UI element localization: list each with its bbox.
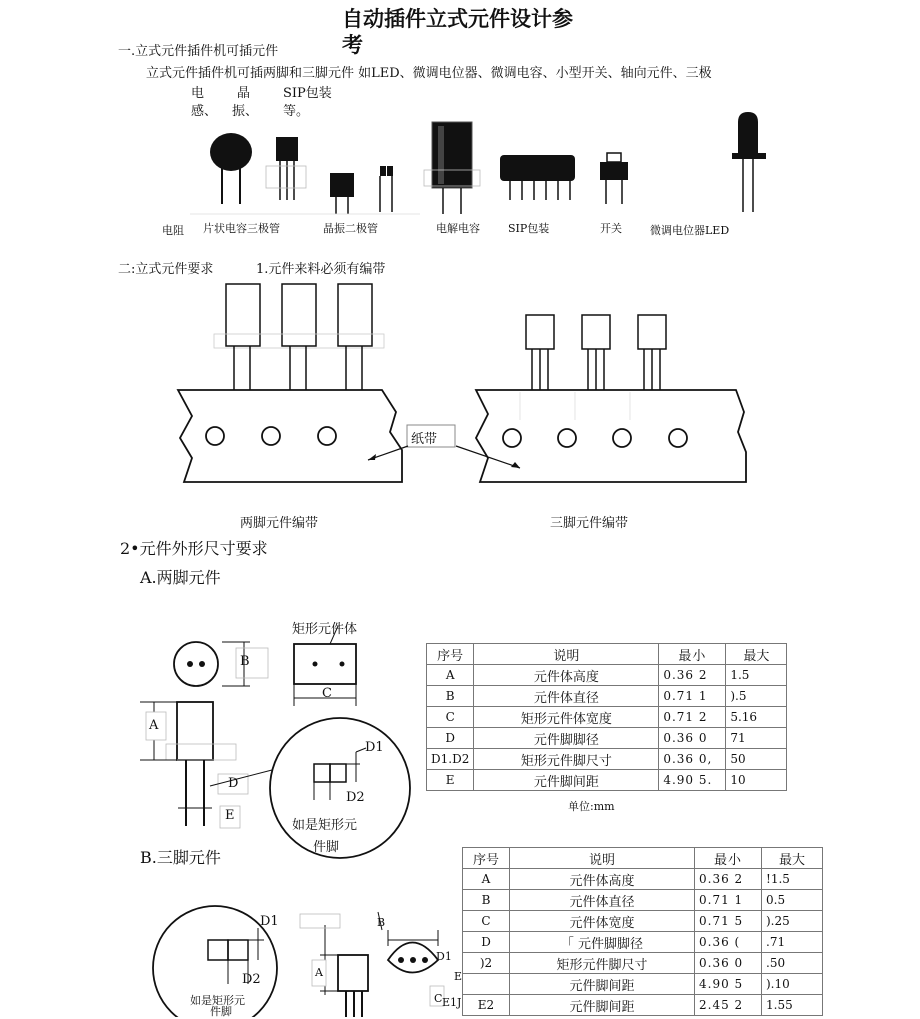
cell-desc: 「 元件脚脚径 (510, 932, 695, 953)
table-row (463, 890, 823, 911)
cell-desc: 元件体直径 (474, 686, 659, 707)
paper-tape-label: 纸带 (411, 432, 438, 447)
section3-heading: 2•元件外形尺寸要求 (120, 539, 268, 558)
dim-letter-b-b: B (377, 916, 386, 929)
cell-desc: 矩形元件脚尺寸 (510, 953, 695, 974)
dim-letter-c-b: C (434, 992, 443, 1005)
col-header-desc: 说明 (510, 848, 695, 869)
col-header-min: 最小 (659, 644, 726, 665)
dim-letter-d1: D1 (365, 740, 384, 755)
if-rect-pin-note-line2: 件脚 (313, 840, 340, 855)
rect-body-label: 矩形元件体 (292, 622, 358, 637)
label-crystal-diode: 晶振二极管 (323, 222, 378, 235)
cell-index (463, 974, 510, 995)
cell-min: 0.36 ( (695, 932, 762, 953)
cell-desc: 元件体高度 (474, 665, 659, 686)
cell-max: 50 (726, 749, 787, 770)
cell-index: E (427, 770, 474, 791)
section1-desc-word: 晶 (237, 86, 251, 101)
part-b-heading: B.三脚元件 (140, 848, 221, 867)
cell-desc: 元件体宽度 (510, 911, 695, 932)
if-rect-pin-note-line1: 如是矩形元 (292, 818, 358, 833)
cell-index: A (463, 869, 510, 890)
section1-desc-word: 电 (191, 86, 205, 101)
dim-letter-a: A (149, 718, 159, 733)
cell-max: .71 (762, 932, 823, 953)
page-title-continued: 考 (342, 32, 363, 57)
cell-min: 0.71 1 (659, 686, 726, 707)
section2-heading: 二:立式元件要求 (118, 262, 214, 277)
dim-letter-b: B (240, 654, 250, 669)
table-row (463, 911, 823, 932)
cell-max: !1.5 (762, 869, 823, 890)
cell-min: 4.90 5 (695, 974, 762, 995)
three-pin-spec-table (462, 847, 823, 1016)
page-title: 自动插件立式元件设计参 (342, 6, 573, 31)
section1-desc-word: 振、 (232, 104, 259, 119)
caption-two-pin-tape: 两脚元件编带 (240, 516, 319, 531)
dim-letter-e-b: E (454, 970, 463, 983)
section1-desc-word: SIP包装 (283, 86, 332, 101)
cell-index: C (463, 911, 510, 932)
cell-max: 10 (726, 770, 787, 791)
dim-letter-d2: D2 (346, 790, 365, 805)
cell-index: D1.D2 (427, 749, 474, 770)
if-rect-pin-note-b-line1: 如是矩形元 (190, 994, 245, 1007)
label-sip-package: SIP包装 (508, 222, 550, 235)
cell-desc: 元件脚脚径 (474, 728, 659, 749)
label-resistor: 电阻 (162, 224, 184, 237)
cell-desc: 矩形元件脚尺寸 (474, 749, 659, 770)
dim-letter-d1-c: D1 (436, 950, 452, 963)
cell-min: 0.71 5 (695, 911, 762, 932)
dim-letter-c: C (322, 686, 332, 701)
cell-index: A (427, 665, 474, 686)
cell-max: 1.55 (762, 995, 823, 1016)
section1-desc-line1: 立式元件插件机可插两脚和三脚元件 如LED、微调电位器、微调电容、小型开关、轴向元件、三极 (146, 66, 712, 81)
dim-letter-e: E (225, 808, 235, 823)
if-rect-pin-note-b-line2: 件脚 (210, 1005, 232, 1018)
cell-desc: 元件脚间距 (474, 770, 659, 791)
cell-index: )2 (463, 953, 510, 974)
cell-index: C (427, 707, 474, 728)
dim-letter-a-b: A (315, 966, 323, 979)
table-row (463, 974, 823, 995)
cell-min: 0.36 0 (659, 728, 726, 749)
cell-desc: 元件体直径 (510, 890, 695, 911)
cell-max: ).10 (762, 974, 823, 995)
section1-heading: 一.立式元件插件机可插元件 (118, 44, 279, 59)
cell-min: 0.36 0 (695, 953, 762, 974)
dim-letter-e1: E1J (442, 996, 462, 1009)
col-header-min: 最小 (695, 848, 762, 869)
col-header-index: 序号 (427, 644, 474, 665)
label-trimmer-led: 微调电位器LED (650, 224, 730, 237)
unit-note: 单位:mm (568, 800, 615, 813)
dim-letter-d2-b: D2 (242, 972, 261, 987)
cell-max: 0.5 (762, 890, 823, 911)
label-chip-capacitor-transistor: 片状电容三极管 (203, 222, 280, 235)
col-header-max: 最大 (726, 644, 787, 665)
label-electrolytic-capacitor: 电解电容 (436, 222, 480, 235)
table-row (463, 932, 823, 953)
cell-max: 1.5 (726, 665, 787, 686)
cell-max: 71 (726, 728, 787, 749)
cell-min: 0.36 2 (695, 869, 762, 890)
cell-min: 0.36 0, (659, 749, 726, 770)
dim-letter-d: D (228, 776, 239, 791)
cell-desc: 元件脚间距 (510, 974, 695, 995)
table-header-row (463, 848, 823, 869)
cell-max: 5.16 (726, 707, 787, 728)
cell-max: ).25 (762, 911, 823, 932)
cell-desc: 元件体高度 (510, 869, 695, 890)
cell-index: B (463, 890, 510, 911)
cell-desc: 元件脚间距 (510, 995, 695, 1016)
dim-letter-d1-b: D1 (260, 914, 279, 929)
cell-min: 0.71 1 (695, 890, 762, 911)
cell-index: D (427, 728, 474, 749)
cell-min: 2.45 2 (695, 995, 762, 1016)
col-header-desc: 说明 (474, 644, 659, 665)
label-switch: 开关 (600, 222, 622, 235)
cell-min: 0.36 2 (659, 665, 726, 686)
cell-index: B (427, 686, 474, 707)
cell-index: D (463, 932, 510, 953)
cell-index: E2 (463, 995, 510, 1016)
col-header-max: 最大 (762, 848, 823, 869)
col-header-index: 序号 (463, 848, 510, 869)
cell-desc: 矩形元件体宽度 (474, 707, 659, 728)
cell-max: .50 (762, 953, 823, 974)
table-row (463, 869, 823, 890)
section1-desc-word: 感、 (191, 104, 218, 119)
table-row (463, 995, 823, 1016)
part-a-heading: A.两脚元件 (140, 568, 221, 587)
section2-subheading: 1.元件来料必须有编带 (256, 262, 386, 277)
cell-min: 0.71 2 (659, 707, 726, 728)
caption-three-pin-tape: 三脚元件编带 (550, 516, 629, 531)
section1-desc-word: 等。 (283, 104, 310, 119)
table-row (463, 953, 823, 974)
cell-max: ).5 (726, 686, 787, 707)
cell-min: 4.90 5. (659, 770, 726, 791)
